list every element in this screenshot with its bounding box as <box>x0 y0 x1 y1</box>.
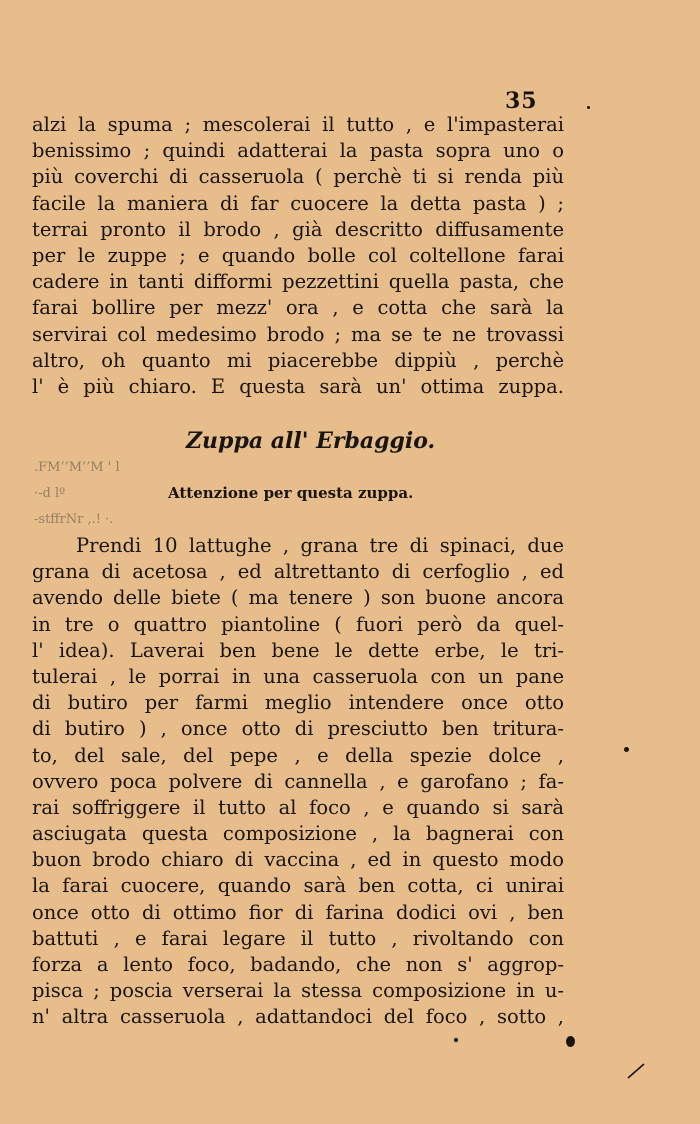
text-line: in tre o quattro piantoline ( fuori però da quel- <box>32 612 564 636</box>
text-line: facile la maniera di far cuocere la detta pasta ) ; <box>32 191 564 215</box>
text-line: battuti , e farai legare il tutto , rivoltando con <box>32 926 564 950</box>
faint-bleedthrough-text: ·-d lº <box>34 486 66 501</box>
page-number: 35 <box>505 88 538 114</box>
text-line: grana di acetosa , ed altrettanto di cerfoglio , ed <box>32 560 564 584</box>
text-line: rai soffriggere il tutto al foco , e quando si sarà <box>32 795 564 819</box>
text-line: ovvero poca polvere di cannella , e garofano ; fa- <box>32 769 564 793</box>
text-line: più coverchi di casseruola ( perchè ti si renda più <box>32 165 564 189</box>
text-line: buon brodo chiaro di vaccina , ed in questo modo <box>32 848 564 872</box>
text-line: farai bollire per mezz' ora , e cotta che sarà la <box>32 296 564 320</box>
text-line: tulerai , le porrai in una casseruola con un pane <box>32 664 564 688</box>
text-line: asciugata questa composizione , la bagnerai con <box>32 822 564 846</box>
text-line: l' è più chiaro. E questa sarà un' ottima zuppa. <box>32 374 564 398</box>
text-line: di butiro ) , once otto di presciutto ben tritura- <box>32 717 564 741</box>
text-line: n' altra casseruola , adattandoci del foco , sotto , <box>32 1005 564 1029</box>
faint-bleedthrough-text: .FM’’M’’M ' l <box>34 460 120 475</box>
text-line: to, del sale, del pepe , e della spezie dolce , <box>32 743 564 767</box>
paragraph-recipe <box>32 533 564 1031</box>
text-line: forza a lento foco, badando, che non s' aggrop- <box>32 953 564 976</box>
text-line: avendo delle biete ( ma tenere ) son buone ancora <box>32 586 564 610</box>
paragraph-top <box>32 112 564 400</box>
section-title: Zuppa all' Erbaggio. <box>186 428 436 454</box>
text-line: terrai pronto il brodo , già descritto diffusamente <box>32 217 564 241</box>
text-line: per le zuppe ; e quando bolle col coltellone farai <box>32 243 564 267</box>
text-line: pisca ; poscia verserai la stessa composizione in u- <box>32 979 564 1003</box>
text-line: cadere in tanti difformi pezzettini quella pasta, che <box>32 270 564 294</box>
text-line: once otto di ottimo fior di farina dodici ovi , ben <box>32 900 564 924</box>
ink-speck <box>454 1038 458 1042</box>
text-line: altro, oh quanto mi piacerebbe dippiù , perchè <box>32 348 564 372</box>
text-line: alzi la spuma ; mescolerai il tutto , e l'impasterai <box>32 113 564 136</box>
ink-speck <box>587 106 590 109</box>
text-line: l' idea). Laverai ben bene le dette erbe, le tri- <box>32 638 564 662</box>
ink-speck <box>624 747 629 752</box>
text-line: servirai col medesimo brodo ; ma se te ne trovassi <box>32 322 564 346</box>
ink-speck <box>566 1036 575 1047</box>
attention-note: Attenzione per questa zuppa. <box>168 484 414 502</box>
text-line: benissimo ; quindi adatterai la pasta sopra uno o <box>32 139 564 163</box>
text-line: la farai cuocere, quando sarà ben cotta, ci unirai <box>32 874 564 898</box>
text-line: di butiro per farmi meglio intendere once otto <box>32 691 564 715</box>
text-line: Prendi 10 lattughe , grana tre di spinaci, due <box>76 534 564 557</box>
ink-stroke <box>626 1062 646 1080</box>
faint-bleedthrough-text: -stffrNr ,.! ·. <box>34 512 114 527</box>
